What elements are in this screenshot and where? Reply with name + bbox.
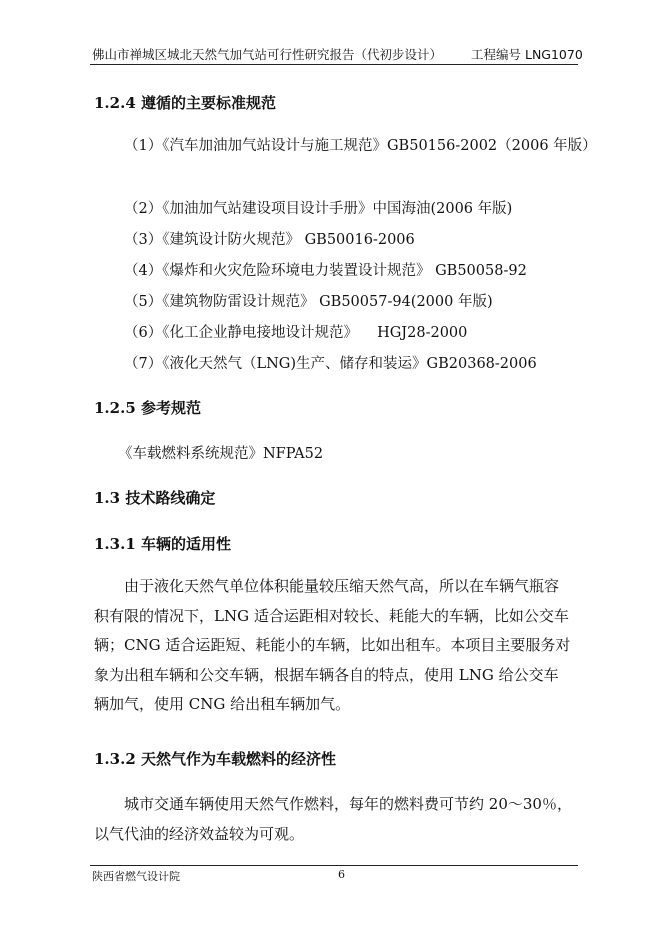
reference-item: 《车载燃料系统规范》NFPA52 <box>118 446 324 462</box>
standard-item-7: （7）《液化天然气（LNG)生产、储存和装运》GB20368-2006 <box>124 356 537 372</box>
paragraph-line: 辆；CNG 适合运距短、耗能小的车辆，比如出租车。本项目主要服务对 <box>94 636 571 654</box>
standard-item-3: （3）《建筑设计防火规范》 GB50016-2006 <box>124 232 415 248</box>
page-number: 6 <box>338 868 345 881</box>
footer-organization: 陕西省燃气设计院 <box>92 870 180 883</box>
paragraph-line: 象为出租车辆和公交车辆，根据车辆各自的特点，使用 LNG 给公交车 <box>94 665 559 684</box>
header-project-code: 工程编号 LNG1070 <box>471 47 583 62</box>
standard-item-1: （1）《汽车加油加气站设计与施工规范》GB50156-2002（2006 年版） <box>124 138 597 154</box>
paragraph-line: 城市交通车辆使用天然气作燃料，每年的燃料费可节约 20～30％， <box>124 795 572 813</box>
section-heading-1-3: 1.3 技术路线确定 <box>94 489 216 507</box>
paragraph-line: 以气代油的经济效益较为可观。 <box>94 824 305 843</box>
standard-item-5: （5）《建筑物防雷设计规范》 GB50057-94(2000 年版) <box>124 294 493 310</box>
economy-paragraph <box>94 790 580 849</box>
paragraph-line: 积有限的情况下，LNG 适合运距相对较长、耗能大的车辆，比如公交车 <box>94 606 569 625</box>
paragraph-line: 辆加气，使用 CNG 给出租车辆加气。 <box>94 695 351 713</box>
standard-item-2: （2）《加油加气站建设项目设计手册》中国海油(2006 年版) <box>124 201 513 217</box>
header-title: 佛山市禅城区城北天然气加气站可行性研究报告（代初步设计） <box>92 47 443 62</box>
section-heading-1-2-4: 1.2.4 遵循的主要标准规范 <box>94 94 276 112</box>
section-heading-1-3-1: 1.3.1 车辆的适用性 <box>94 535 231 553</box>
standard-item-4: （4）《爆炸和火灾危险环境电力装置设计规范》 GB50058-92 <box>124 263 527 279</box>
standard-item-6: （6）《化工企业静电接地设计规范》 HGJ28-2000 <box>124 325 468 341</box>
paragraph-line: 由于液化天然气单位体积能量较压缩天然气高，所以在车辆气瓶容 <box>124 577 560 595</box>
header-divider <box>90 64 578 65</box>
vehicle-applicability-paragraph <box>94 572 580 720</box>
section-heading-1-2-5: 1.2.5 参考规范 <box>94 399 201 417</box>
section-heading-1-3-2: 1.3.2 天然气作为车载燃料的经济性 <box>94 750 336 768</box>
footer-divider <box>90 865 578 866</box>
